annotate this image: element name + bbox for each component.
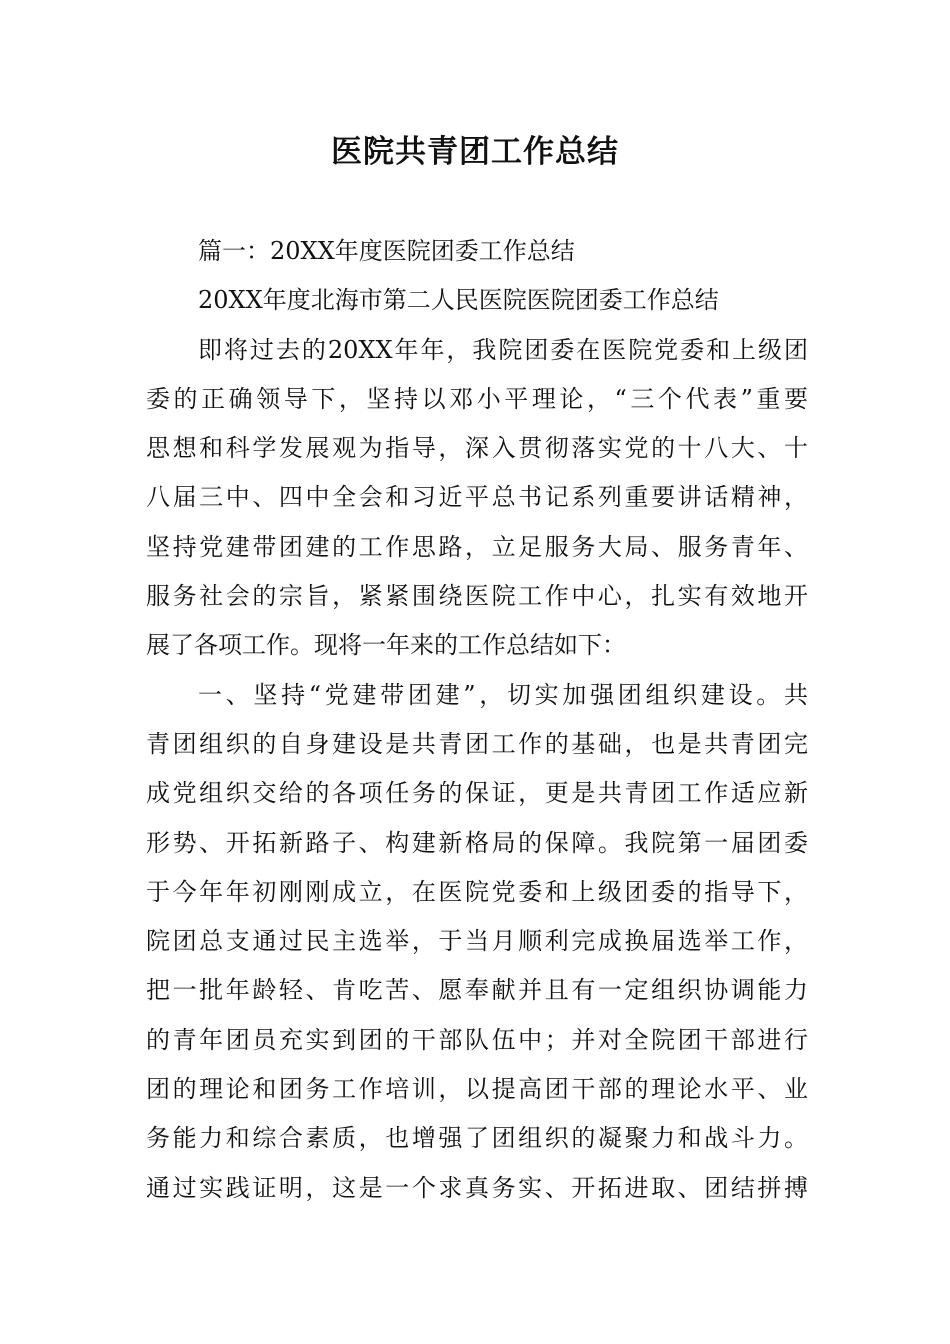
paragraph-1 bbox=[146, 326, 808, 671]
text-line: 把一批年龄轻、肯吃苦、愿奉献并且有一定组织协调能力 bbox=[146, 976, 808, 1005]
text-line: 坚持党建带团建的工作思路，立足服务大局、服务青年、 bbox=[146, 532, 808, 561]
text-line: 通过实践证明，这是一个求真务实、开拓进取、团结拼搏 bbox=[146, 1173, 808, 1202]
document-body bbox=[146, 227, 808, 1213]
text-line: 院团总支通过民主选举，于当月顺利完成换届选举工作， bbox=[146, 927, 808, 956]
text-line: 形势、开拓新路子、构建新格局的保障。我院第一届团委 bbox=[146, 828, 808, 857]
text-line: 青团组织的自身建设是共青团工作的基础，也是共青团完 bbox=[146, 729, 808, 758]
text-line: 展了各项工作。现将一年来的工作总结如下： bbox=[146, 631, 626, 660]
text-line: 的青年团员充实到团的干部队伍中；并对全院团干部进行 bbox=[146, 1025, 808, 1054]
text-line: 思想和科学发展观为指导，深入贯彻落实党的十八大、十 bbox=[146, 434, 808, 463]
text-line: 成党组织交给的各项任务的保证，更是共青团工作适应新 bbox=[146, 779, 808, 808]
text-line: 一、坚持“党建带团建”，切实加强团组织建设。共 bbox=[198, 680, 808, 709]
document-title: 医院共青团工作总结 bbox=[331, 134, 619, 170]
text-line: 八届三中、四中全会和习近平总书记系列重要讲话精神， bbox=[146, 483, 808, 512]
text-line: 于今年年初刚刚成立，在医院党委和上级团委的指导下， bbox=[146, 877, 808, 906]
text-line: 服务社会的宗旨，紧紧围绕医院工作中心，扎实有效地开 bbox=[146, 582, 808, 611]
text-line: 委的正确领导下，坚持以邓小平理论，“三个代表”重要 bbox=[146, 384, 808, 413]
paragraph-2 bbox=[146, 671, 808, 1213]
subtitle-line: 篇一：20XX年度医院团委工作总结 bbox=[198, 237, 575, 265]
subtitle-line-2: 20XX年度北海市第二人民医院医院团委工作总结 bbox=[198, 286, 719, 315]
text-line: 团的理论和团务工作培训，以提高团干部的理论水平、业 bbox=[146, 1075, 808, 1104]
text-line: 即将过去的20XX年年，我院团委在医院党委和上级团 bbox=[198, 335, 808, 364]
text-line: 务能力和综合素质，也增强了团组织的凝聚力和战斗力。 bbox=[146, 1124, 808, 1153]
